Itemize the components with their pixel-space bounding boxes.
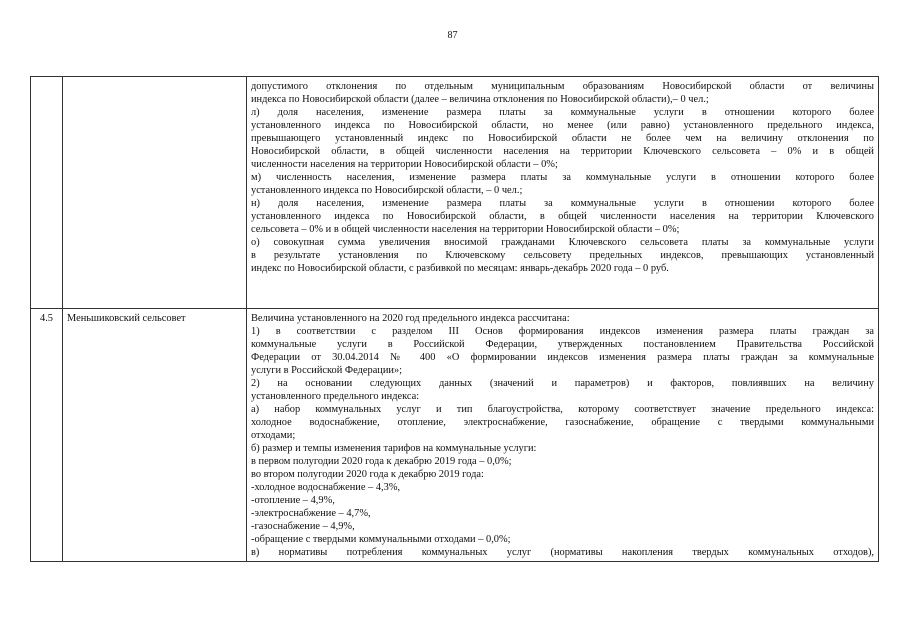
text-line: 1) в соответствии с разделом III Основ формирования индексов изменения размера платы граждан за	[251, 326, 874, 337]
text-line: в результате установления по Ключевскому сельсовету предельных индексов, превышающих установленный	[251, 250, 874, 261]
row-number-cell	[31, 77, 63, 309]
text-line: установленного индекса по Новосибирской области, в общей численности населения на территории Ключевского	[251, 211, 874, 222]
text-line: коммунальные услуги в Российской Федерации, утвержденных постановлением Правительства Российской	[251, 339, 874, 350]
text-line: установленного индекса по Новосибирской области, но менее (или равно) установленного предельного индекса,	[251, 120, 874, 131]
text-line: -газоснабжение – 4,9%,	[251, 521, 355, 532]
text-line: л) доля населения, изменение размера платы за коммунальные услуги в отношении которого более	[251, 107, 874, 118]
text-line: сельсовета – 0% и в общей численности населения на территории Новосибирской области – 0%;	[251, 224, 680, 235]
text-line: индекс по Новосибирской области, с разбивкой по месяцам: январь-декабрь 2020 года – 0 руб.	[251, 263, 669, 274]
text-line: Федерации от 30.04.2014 № 400 «О формировании индексов изменения размера платы граждан за коммунальные	[251, 352, 874, 363]
text-line: отходами;	[251, 430, 296, 441]
text-line: в первом полугодии 2020 года к декабрю 2019 года – 0,0%;	[251, 456, 512, 467]
text-line: о) совокупная сумма увеличения вносимой гражданами Ключевского сельсовета платы за коммунальные услуги	[251, 237, 874, 248]
text-line: допустимого отклонения по отдельным муниципальным образованиям Новосибирской области от величины	[251, 81, 874, 92]
text-line: -отопление – 4,9%,	[251, 495, 335, 506]
text-line: индекса по Новосибирской области (далее – величина отклонения по Новосибирской области),– 0 чел.;	[251, 94, 709, 105]
text-line: численности населения на территории Новосибирской области – 0%;	[251, 159, 558, 170]
table-row	[31, 77, 879, 309]
row-name-cell: Меньшиковский сельсовет	[63, 309, 247, 562]
text-line: во втором полугодии 2020 года к декабрю 2019 года:	[251, 469, 484, 480]
text-line: б) размер и темпы изменения тарифов на коммунальные услуги:	[251, 443, 537, 454]
text-line: -электроснабжение – 4,7%,	[251, 508, 371, 519]
text-line: Новосибирской области, в общей численности населения на территории Ключевского сельсовета – 0% и в общей	[251, 146, 874, 157]
row-text-cell	[247, 77, 879, 309]
table-row	[31, 309, 879, 562]
text-line: н) доля населения, изменение размера платы за коммунальные услуги в отношении которого более	[251, 198, 874, 209]
text-line: -холодное водоснабжение – 4,3%,	[251, 482, 401, 493]
page-number: 87	[447, 30, 458, 41]
text-line: а) набор коммунальных услуг и тип благоустройства, которому соответствует значение предельного индекса:	[251, 404, 874, 415]
text-line: услуги в Российской Федерации»;	[251, 365, 403, 376]
text-line: в) нормативы потребления коммунальных услуг (нормативы накопления твердых коммунальных отходов),	[251, 547, 874, 558]
text-line: Величина установленного на 2020 год предельного индекса рассчитана:	[251, 313, 570, 324]
text-line: установленного предельного индекса:	[251, 391, 420, 402]
text-line: холодное водоснабжение, отопление, электроснабжение, газоснабжение, обращение с твердыми коммунальными	[251, 417, 874, 428]
row-text-cell	[247, 309, 879, 562]
document-table	[30, 76, 879, 562]
row-name-cell	[63, 77, 247, 309]
text-line: установленного индекса по Новосибирской области, – 0 чел.;	[251, 185, 523, 196]
text-line: превышающего установленный индекс по Новосибирской области не более чем на величину отклонения по	[251, 133, 874, 144]
text-line: м) численность населения, изменение размера платы за коммунальные услуги в отношении которого более	[251, 172, 874, 183]
text-line: 2) на основании следующих данных (значений и параметров) и факторов, повлиявших на величину	[251, 378, 874, 389]
row-number-cell: 4.5	[31, 309, 63, 562]
text-line: -обращение с твердыми коммунальными отходами – 0,0%;	[251, 534, 511, 545]
